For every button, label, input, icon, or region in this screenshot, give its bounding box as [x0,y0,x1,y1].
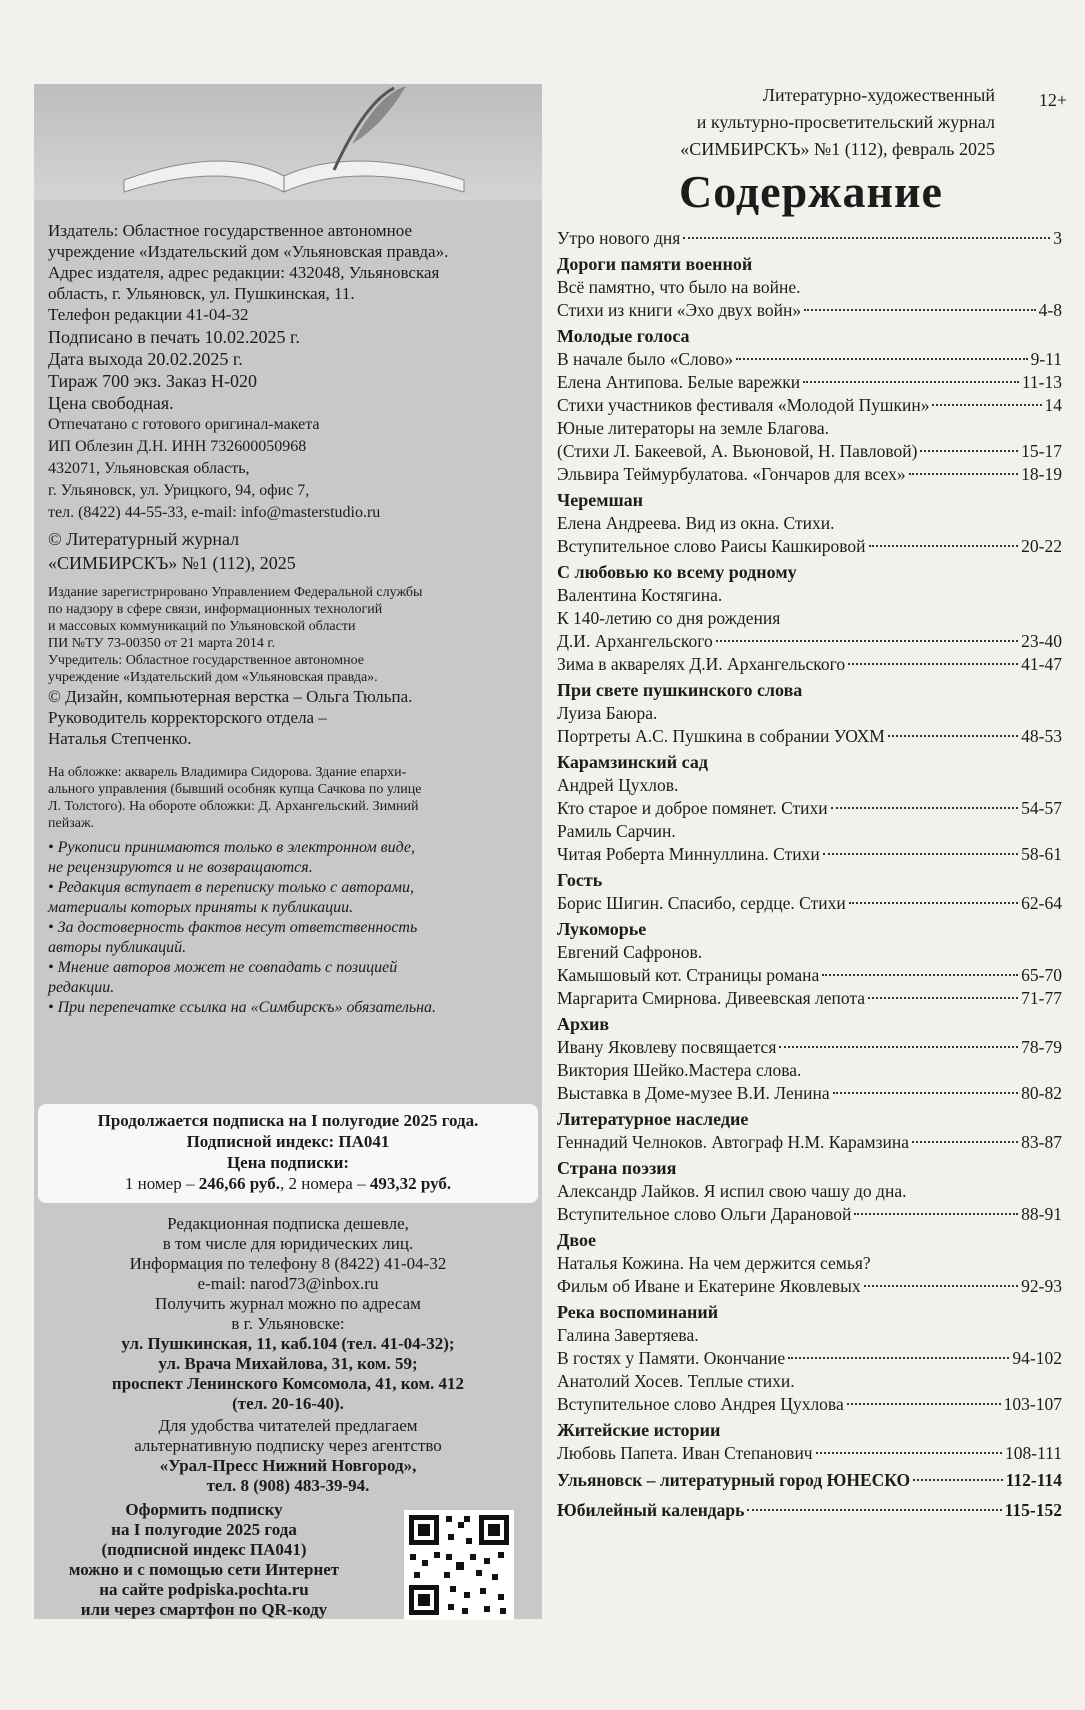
toc-entry[interactable] [557,226,1062,250]
toc-entry[interactable] [557,393,1062,417]
toc-entry[interactable] [557,1274,1062,1298]
toc-entry-line: Юные литераторы на земле Благова. [557,418,830,438]
subscription-box [38,1104,538,1203]
toc-page-range: 23-40 [1021,631,1062,651]
toc-entry[interactable] [557,370,1062,394]
print-info-line: Цена свободная. [48,393,174,413]
toc-entry[interactable] [557,439,1062,463]
toc-section-heading: Литературное наследие [557,1109,749,1129]
toc-entry-line: Андрей Цухлов. [557,775,679,795]
contact-line: e-mail: narod73@inbox.ru [197,1274,379,1293]
toc-entry-line: Наталья Кожина. На чем держится семья? [557,1253,871,1273]
toc-page-range: 54-57 [1021,798,1062,818]
toc-page-range: 15-17 [1021,441,1062,461]
toc-entry-line: Евгений Сафронов. [557,942,703,962]
toc-entry[interactable] [557,347,1062,371]
toc-page-range: 11-13 [1021,372,1062,392]
address-line: (тел. 20-16-40). [232,1394,344,1413]
editorial-rule-line: • Мнение авторов может не совпадать с позицией [48,959,398,976]
toc-page-range: 112-114 [1005,1470,1062,1490]
toc-page-range: 18-19 [1021,464,1062,484]
toc-entry-title: Портреты А.С. Пушкина в собрании УОХМ [557,726,885,746]
toc-page-range: 103-107 [1003,1394,1062,1414]
design-credit-line: © Дизайн, компьютерная верстка – Ольга Тюльпа. [48,687,413,706]
toc-section-heading: Молодые голоса [557,326,690,346]
toc-section-heading: При свете пушкинского слова [557,680,803,700]
dot-leader [864,1285,1018,1287]
publisher-line: область, г. Ульяновск, ул. Пушкинская, 11. [48,284,355,303]
editorial-rule-line: редакции. [48,979,115,996]
age-rating-badge: 12+ [1038,90,1067,110]
toc-page-range: 9-11 [1030,349,1062,369]
dot-leader [869,545,1019,547]
toc-page-range: 92-93 [1021,1276,1062,1296]
qr-code[interactable] [404,1510,514,1620]
subscription-index: Подписной индекс: ПА041 [186,1132,390,1151]
toc-page-range: 83-87 [1021,1132,1062,1152]
toc-section-heading: Житейские истории [557,1420,721,1440]
copyright-line: «СИМБИРСКЪ» №1 (112), 2025 [48,553,296,573]
dot-leader [912,1141,1018,1143]
toc-page-range: 71-77 [1021,988,1062,1008]
dot-leader [913,1479,1002,1481]
alt-subscription-line: Для удобства читателей предлагаем [158,1416,418,1435]
toc-entry-title: Ивану Яковлеву посвящается [557,1037,777,1057]
toc-page-range: 115-152 [1004,1500,1062,1520]
subscription-price-title: Цена подписки: [226,1153,350,1172]
toc-page-range: 88-91 [1021,1204,1062,1224]
toc-entry-line: Александр Лайков. Я испил свою чашу до дна. [557,1181,907,1201]
registration-line: по надзору в сфере связи, информационных технологий [48,602,383,617]
toc-entry-title: Вступительное слово Андрея Цухлова [557,1394,844,1414]
toc-entry-line: К 140-летию со дня рождения [557,608,781,628]
header-line-2: и культурно-просветительский журнал [696,112,995,132]
contact-line: в г. Ульяновске: [231,1314,345,1333]
online-subscription-line: можно и с помощью сети Интернет [68,1560,340,1579]
subscription-line1: Продолжается подписка на I полугодие 2025 года. [97,1111,479,1130]
dot-leader [888,735,1018,737]
toc-entry[interactable] [557,1202,1062,1226]
print-info-line: Тираж 700 экз. Заказ Н-020 [48,371,258,391]
toc-entry[interactable] [557,1081,1062,1105]
header-line-1: Литературно-художественный [762,85,995,105]
toc-section-heading: Страна поэзия [557,1158,677,1178]
editorial-rule-line: • За достоверность фактов несут ответственность [48,919,418,936]
book-quill-icon [34,84,542,200]
toc-page-range: 3 [1053,228,1062,248]
publisher-line: учреждение «Издательский дом «Ульяновская правда». [48,242,449,261]
toc-page-range: 14 [1044,395,1062,415]
toc-entry[interactable] [557,1346,1062,1370]
toc-section-heading: Лукоморье [557,919,647,939]
toc-section-heading: Карамзинский сад [557,752,708,772]
editorial-rule-line: авторы публикаций. [48,939,187,956]
dot-leader [823,853,1018,855]
contact-line: Получить журнал можно по адресам [155,1294,421,1313]
toc-entry-title: Утро нового дня [557,228,681,248]
dot-leader [683,237,1050,239]
editorial-rule-line: материалы которых приняты к публикации. [48,899,354,916]
toc-page-range: 65-70 [1021,965,1062,985]
toc-entry-title: Маргарита Смирнова. Дивеевская лепота [557,988,866,1008]
dot-leader [716,640,1018,642]
toc-entry[interactable] [557,534,1062,558]
copyright-line: © Литературный журнал [48,529,240,549]
online-subscription-line: Оформить подписку [125,1500,283,1519]
qr-code-icon [404,1510,514,1620]
design-credit-line: Руководитель корректорского отдела – [48,708,327,727]
toc-entry-title: Выставка в Доме-музее В.И. Ленина [557,1083,830,1103]
toc-entry[interactable] [557,629,1062,653]
contact-line: в том числе для юридических лиц. [162,1234,414,1253]
toc-page-range: 80-82 [1021,1083,1062,1103]
toc-entry-line: Анатолий Хосев. Теплые стихи. [557,1371,795,1391]
alt-subscription-line: альтернативную подписку через агентство [134,1436,442,1455]
design-credit-line: Наталья Степченко. [48,729,192,748]
toc-page-range: 4-8 [1038,300,1062,320]
toc-entry-title: Кто старое и доброе помянет. Стихи [557,798,828,818]
toc-entry[interactable] [557,891,1062,915]
publisher-line: Телефон редакции 41-04-32 [48,305,249,324]
toc-entry-line: Виктория Шейко.Мастера слова. [557,1060,802,1080]
toc-section-heading: Дороги памяти военной [557,254,753,274]
toc-page-range: 94-102 [1012,1348,1062,1368]
subscription-prices: 1 номер – 246,66 руб., 2 номера – 493,32 руб. [124,1174,452,1193]
dot-leader [831,807,1019,809]
toc-section-heading: Черемшан [557,490,644,510]
toc-entry[interactable] [557,1468,1062,1492]
toc-entry-title: Ульяновск – литературный город ЮНЕСКО [557,1470,911,1490]
book-quill-banner [34,84,542,200]
toc-section-heading: Гость [557,870,603,890]
editorial-rule-line: • Редакция вступает в переписку только с авторами, [48,879,414,896]
editorial-rule-line: не рецензируются и не возвращаются. [48,859,313,876]
toc-entry-title: Геннадий Челноков. Автограф Н.М. Карамзина [557,1132,909,1152]
toc-entry-title: Юбилейный календарь [557,1500,745,1520]
imprint-panel [34,84,542,1619]
toc-entry[interactable] [557,462,1062,486]
toc-entry-title: Читая Роберта Миннуллина. Стихи [557,844,820,864]
toc-entry-title: Фильм об Иване и Екатерине Яковлевых [557,1276,861,1296]
toc-section-heading: С любовью ко всему родному [557,562,797,582]
printer-line: 432071, Ульяновская область, [48,460,250,477]
print-info-line: Дата выхода 20.02.2025 г. [48,349,243,369]
toc-entry-line: Луиза Баюра. [557,703,658,723]
toc-entry-title: В начале было «Слово» [557,349,734,369]
cover-note-line: пейзаж. [48,816,95,831]
printer-line: г. Ульяновск, ул. Урицкого, 94, офис 7, [48,482,310,499]
publisher-line: Издатель: Областное государственное автономное [48,221,413,240]
registration-line: и массовых коммуникаций по Ульяновской области [48,619,356,634]
print-info-line: Подписано в печать 10.02.2025 г. [48,327,300,347]
toc-entry[interactable] [557,724,1062,748]
online-subscription-line: (подписной индекс ПА041) [101,1540,307,1559]
toc-entry-line: Всё памятно, что было на войне. [557,277,801,297]
printer-line: тел. (8422) 44-55-33, e-mail: info@masterstudio.ru [48,504,381,521]
printer-line: ИП Облезин Д.Н. ИНН 732600050968 [48,438,307,455]
toc-entry-title: Стихи участников фестиваля «Молодой Пушкин» [557,395,930,415]
toc-entry[interactable] [557,1392,1062,1416]
toc-entry-title: Елена Антипова. Белые варежки [557,372,801,392]
dot-leader [833,1092,1019,1094]
registration-line: Издание зарегистрировано Управлением Федеральной службы [48,585,423,600]
toc-entry-line: Валентина Костягина. [557,585,723,605]
address-line: проспект Ленинского Комсомола, 41, ком. 412 [111,1374,465,1393]
toc-entry[interactable] [557,1130,1062,1154]
contact-line: Редакционная подписка дешевле, [167,1214,409,1233]
cover-note-line: Л. Толстого). На обороте обложки: Д. Архангельский. Зимний [48,799,419,814]
toc-entry-title: Камышовый кот. Страницы романа [557,965,820,985]
contact-line: Информация по телефону 8 (8422) 41-04-32 [129,1254,447,1273]
toc-section-heading: Двое [557,1230,596,1250]
toc-entry-line: Елена Андреева. Вид из окна. Стихи. [557,513,835,533]
toc-page-range: 20-22 [1021,536,1062,556]
dot-leader [804,309,1036,311]
dot-leader [849,902,1018,904]
toc-section-heading: Река воспоминаний [557,1302,719,1322]
dot-leader [822,974,1018,976]
dot-leader [854,1213,1018,1215]
toc-entry-title: Вступительное слово Раисы Кашкировой [557,536,866,556]
address-line: ул. Врача Михайлова, 31, ком. 59; [158,1354,418,1373]
toc-entry[interactable] [557,652,1062,676]
toc-entry-title: Любовь Папета. Иван Степанович [557,1443,813,1463]
contents-page [555,84,1067,1684]
printer-line: Отпечатано с готового оригинал-макета [48,416,320,433]
toc-entry[interactable] [557,298,1062,322]
dot-leader [920,450,1018,452]
toc-entry-line: Галина Завертяева. [557,1325,699,1345]
dot-leader [847,1403,1001,1405]
editorial-rule-line: • При перепечатке ссылка на «Симбирскъ» обязательна. [48,999,437,1016]
toc-entry-title: Стихи из книги «Эхо двух войн» [557,300,802,320]
dot-leader [848,663,1018,665]
toc-page-range: 41-47 [1021,654,1062,674]
cover-note-line: На обложке: акварель Владимира Сидорова. Здание епархи- [48,765,407,780]
page-title: Содержание [679,166,943,217]
toc-entry[interactable] [557,1498,1062,1522]
toc-page-range: 48-53 [1021,726,1062,746]
dot-leader [736,358,1027,360]
online-subscription-line: на сайте podpiska.pochta.ru [99,1580,309,1599]
dot-leader [868,997,1018,999]
toc-entry-title: Зима в акварелях Д.И. Архангельского [557,654,846,674]
online-subscription-line: или через смартфон по QR-коду [80,1600,328,1619]
cover-note-line: ального управления (бывший особняк купца Сачкова по улице [48,782,422,797]
dot-leader [788,1357,1009,1359]
toc-entry-title: Д.И. Архангельского [557,631,713,651]
agency-phone: тел. 8 (908) 483-39-94. [206,1476,370,1495]
toc-entry-title: Эльвира Теймурбулатова. «Гончаров для всех» [557,464,906,484]
registration-line: учреждение «Издательский дом «Ульяновская правда». [48,670,378,685]
toc-entry[interactable] [557,1035,1062,1059]
toc-page-range: 108-111 [1004,1443,1062,1463]
header-line-3: «СИМБИРСКЪ» №1 (112), февраль 2025 [680,139,995,159]
toc-entry-title: Борис Шигин. Спасибо, сердце. Стихи [557,893,846,913]
toc-entry-title: В гостях у Памяти. Окончание [557,1348,786,1368]
dot-leader [779,1046,1018,1048]
dot-leader [803,381,1019,383]
toc-entry[interactable] [557,986,1062,1010]
toc-entry-title: Вступительное слово Ольги Дарановой [557,1204,852,1224]
toc-entry[interactable] [557,796,1062,820]
publisher-line: Адрес издателя, адрес редакции: 432048, Ульяновская [48,263,440,282]
toc-entry-title: (Стихи Л. Бакеевой, А. Вьюновой, Н. Павловой) [557,441,918,461]
dot-leader [932,404,1041,406]
toc-entry[interactable] [557,842,1062,866]
editorial-rule-line: • Рукописи принимаются только в электронном виде, [48,839,415,856]
toc-page-range: 58-61 [1021,844,1062,864]
toc-page-range: 78-79 [1021,1037,1062,1057]
toc-page-range: 62-64 [1021,893,1062,913]
dot-leader [816,1452,1002,1454]
dot-leader [747,1509,1001,1511]
toc-entry[interactable] [557,1441,1062,1465]
dot-leader [909,473,1019,475]
online-subscription-line: на I полугодие 2025 года [111,1520,297,1539]
address-line: ул. Пушкинская, 11, каб.104 (тел. 41-04-32); [121,1334,455,1353]
toc-entry-line: Рамиль Сарчин. [557,821,676,841]
registration-line: Учредитель: Областное государственное автономное [48,653,365,668]
registration-line: ПИ №ТУ 73-00350 от 21 марта 2014 г. [48,636,276,651]
toc-entry[interactable] [557,963,1062,987]
agency-name: «Урал-Пресс Нижний Новгород», [159,1456,417,1475]
toc-section-heading: Архив [557,1014,610,1034]
